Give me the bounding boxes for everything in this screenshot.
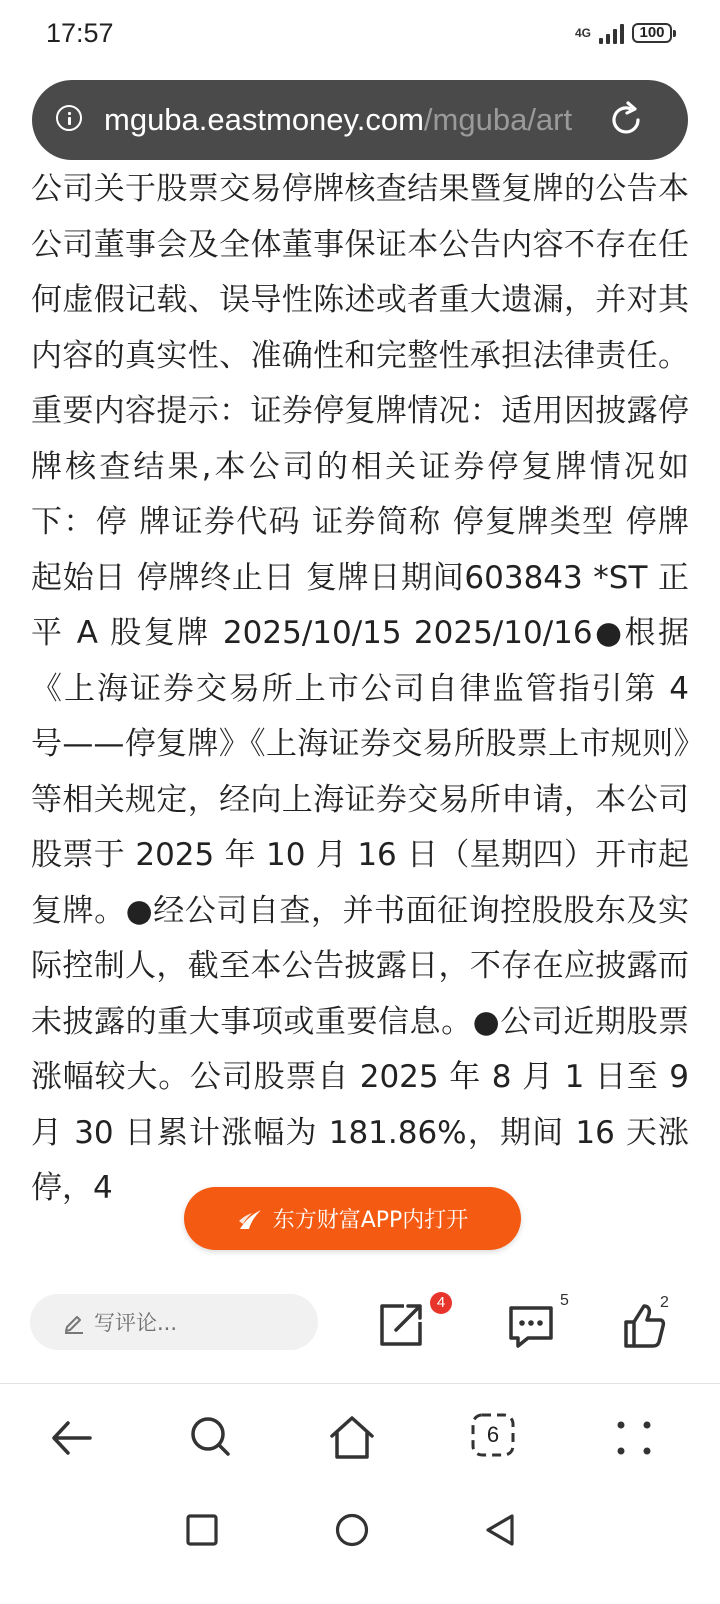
system-nav-bar	[0, 1494, 720, 1604]
comment-input[interactable]	[30, 1294, 318, 1350]
comments-button[interactable]	[506, 1292, 569, 1356]
share-icon	[376, 1300, 426, 1350]
signal-strength-icon	[599, 22, 624, 44]
like-button[interactable]	[622, 1296, 682, 1356]
back-triangle-icon[interactable]	[482, 1512, 518, 1548]
recent-apps-icon[interactable]	[184, 1512, 220, 1548]
network-type-label: 4G	[574, 26, 591, 40]
battery-icon: 100	[632, 23, 672, 43]
share-button[interactable]	[376, 1294, 446, 1356]
status-bar	[0, 0, 720, 72]
share-badge: 4	[430, 1292, 452, 1314]
tabs-button[interactable]	[470, 1412, 516, 1458]
url-bar[interactable]	[32, 80, 688, 160]
home-icon[interactable]	[326, 1412, 378, 1464]
comment-count: 5	[560, 1292, 569, 1309]
open-in-app-label: 东方财富APP内打开	[272, 1208, 469, 1233]
menu-dots-icon[interactable]	[608, 1412, 660, 1464]
tab-count: 6	[486, 1422, 500, 1447]
status-indicators	[575, 18, 672, 48]
eastmoney-logo-icon	[237, 1207, 263, 1231]
status-time: 17:57	[46, 18, 114, 48]
search-icon[interactable]	[186, 1412, 238, 1464]
home-circle-icon[interactable]	[334, 1512, 370, 1548]
comment-action-bar	[0, 1286, 720, 1382]
like-count: 2	[660, 1294, 669, 1311]
article-body: 公司关于股票交易停牌核查结果暨复牌的公告本公司董事会及全体董事保证本公告内容不存在任何虚假记载、误导性陈述或者重大遗漏，并对其内容的真实性、准确性和完整性承担法律责任。重要内容提示：证券停复牌情况：适用因披露停牌核查结果,本公司的相关证券停复牌情况如下：停 牌证券代码 证券简称 停复牌类型 停牌起始日 停牌终止日 复牌日期间603843 *ST 正平 A 股复牌 2025/10/15 2025/10/16●根据《上海证券交易所上市公司自律监管指引第 4 号——停复牌》《上海证券交易所股票上市规则》等相关规定，经向上海证券交易所申请，本公司股票于 2025 年 10 月 16 日（星期四）开市起复牌。●经公司自查，并书面征询控股股东及实际控制人，截至本公告披露日，不存在应披露而未披露的重大事项或重要信息。●公司近期股票涨幅较大。公司股票自 2025 年 8 月 1 日至 9 月 30 日累计涨幅为 181.86%，期间 16 天涨停，4	[31, 171, 689, 1206]
pen-icon	[62, 1310, 86, 1334]
reload-icon[interactable]	[606, 100, 646, 140]
info-icon[interactable]	[56, 105, 82, 131]
url-path: /mguba/art	[423, 102, 573, 137]
open-in-app-button[interactable]	[184, 1187, 521, 1250]
comment-placeholder: 写评论...	[94, 1311, 178, 1335]
browser-nav-bar	[0, 1384, 720, 1494]
url-text[interactable]	[104, 80, 604, 160]
comment-icon	[506, 1302, 556, 1352]
back-arrow-icon[interactable]	[46, 1412, 98, 1464]
url-host: mguba.eastmoney.com	[104, 102, 424, 137]
